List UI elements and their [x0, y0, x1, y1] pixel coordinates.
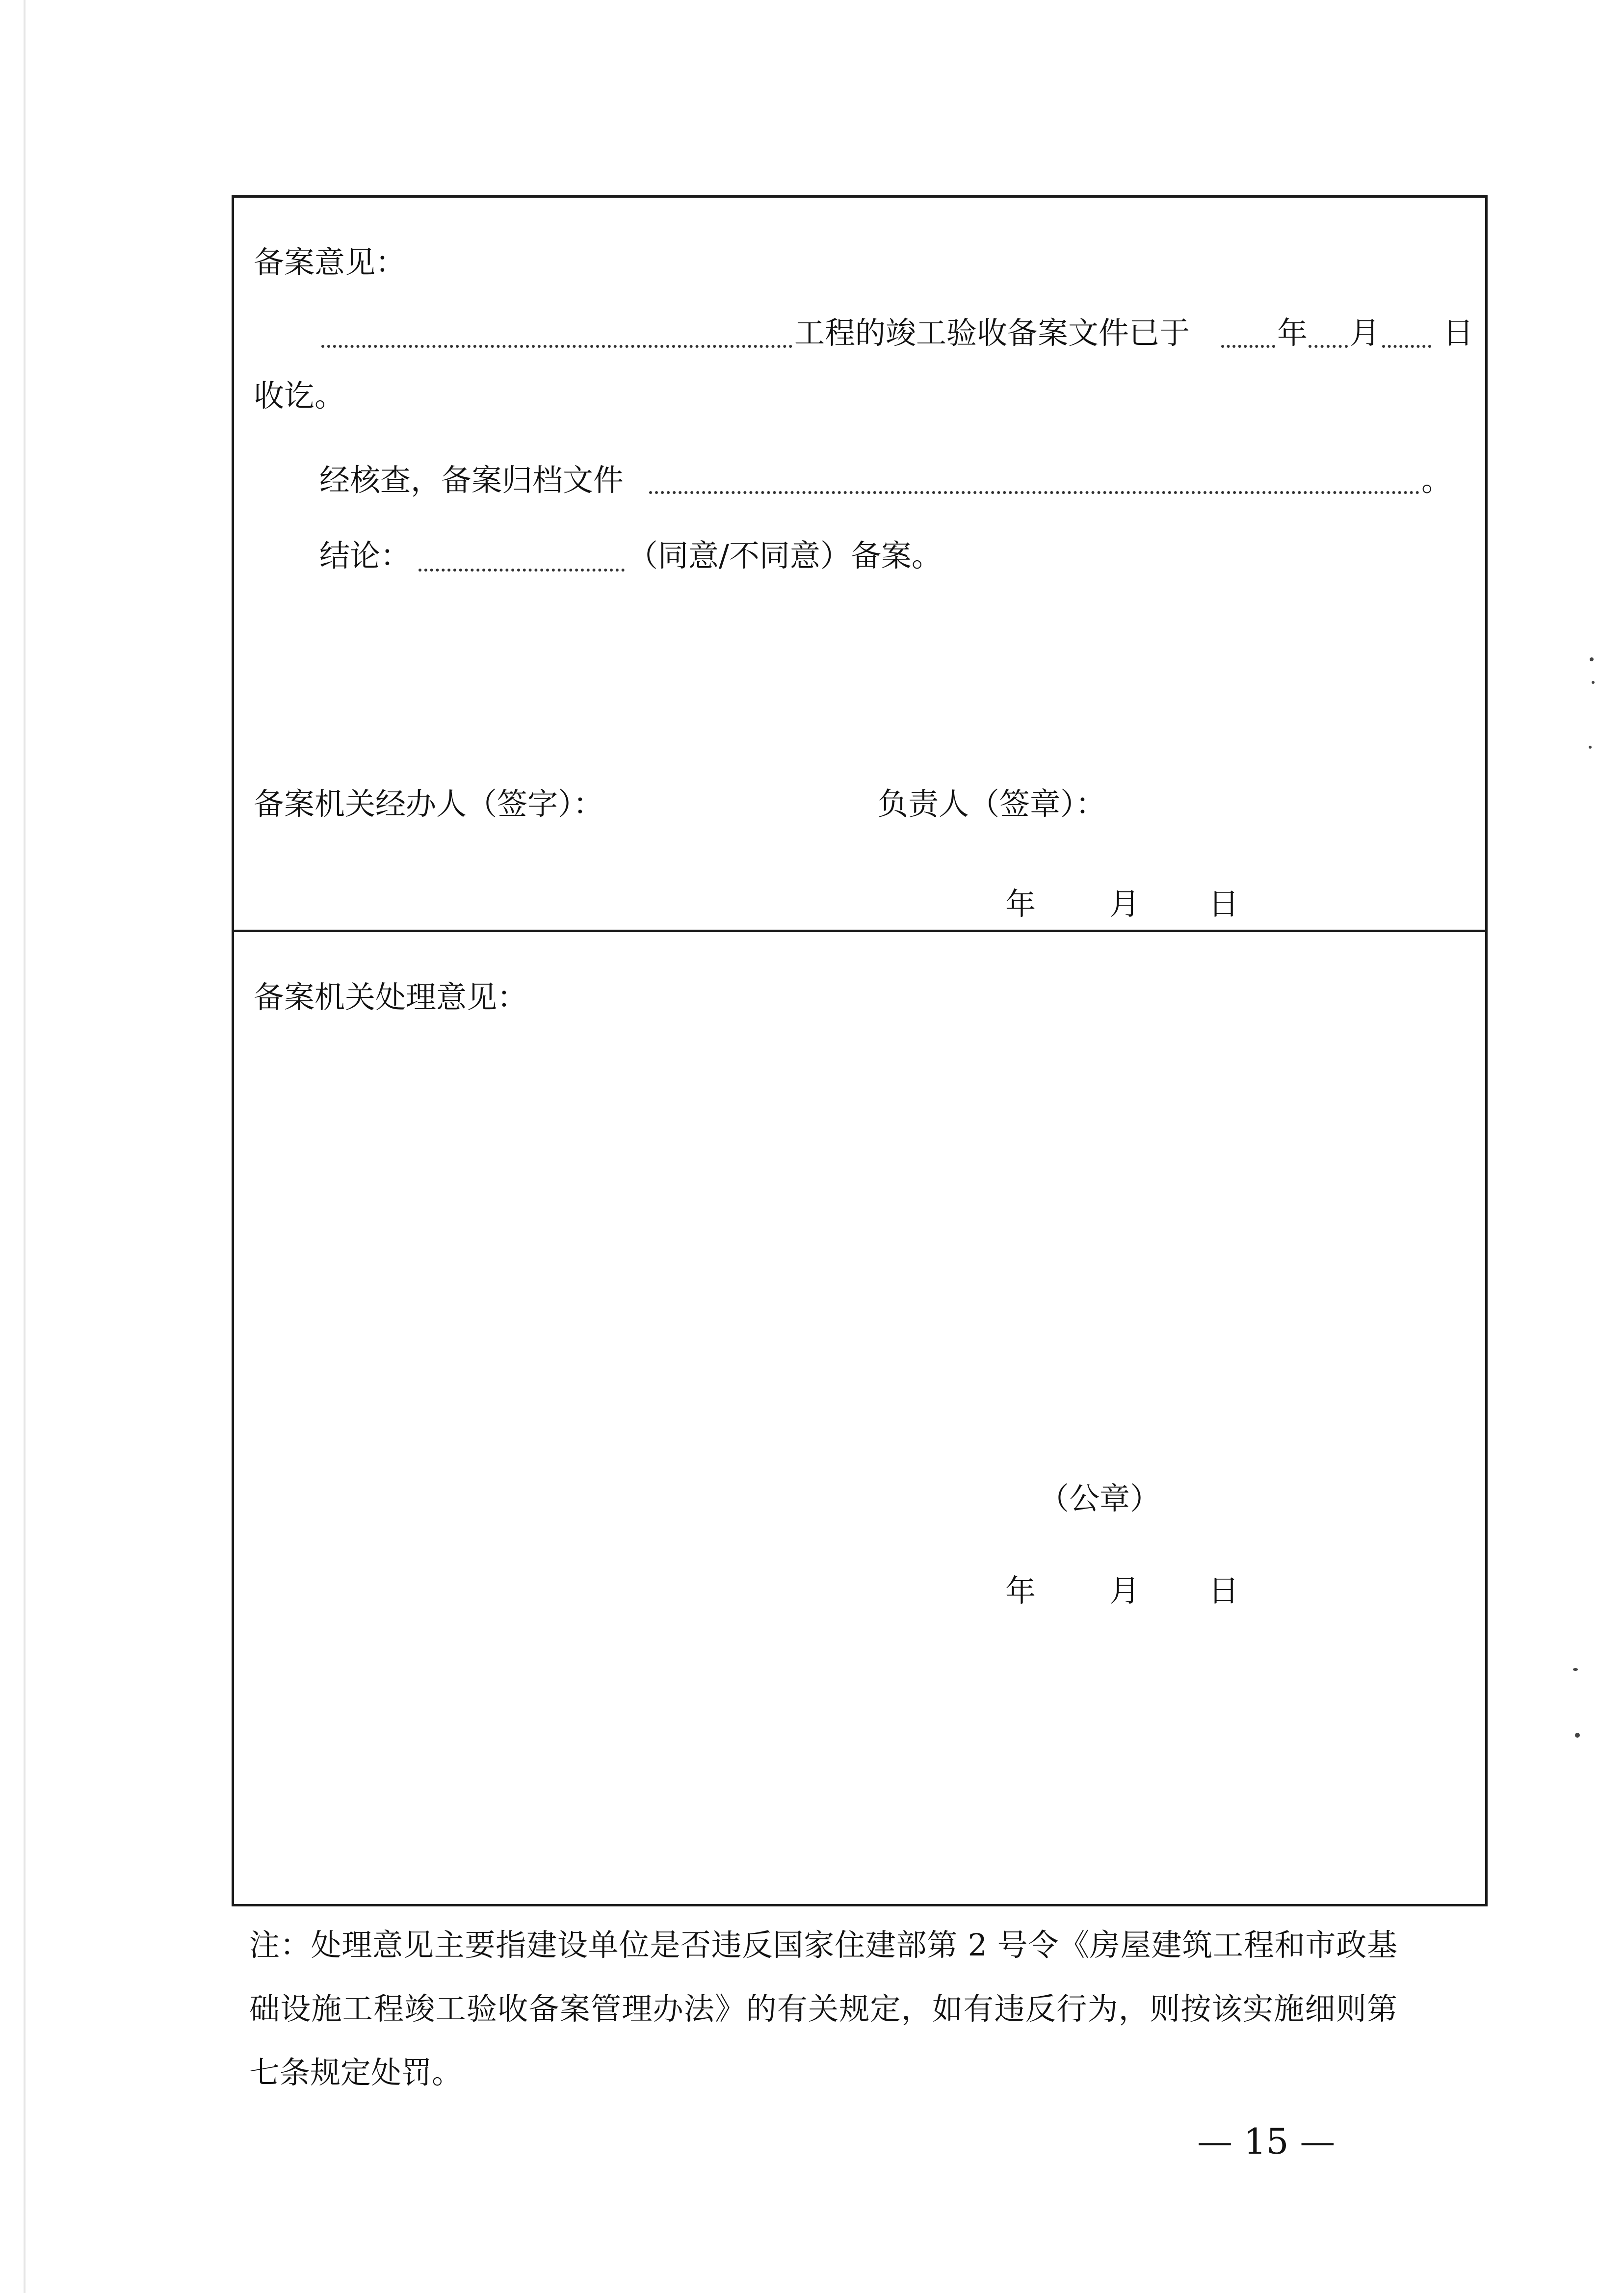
filing-date-year: 年: [1005, 886, 1036, 922]
month-label: 月: [1350, 315, 1381, 351]
filing-form: [232, 195, 1488, 1906]
day-label: 日: [1443, 315, 1474, 351]
scan-speck: [1592, 681, 1595, 684]
conclusion-prefix: 结论：: [319, 538, 411, 573]
year-label: 年: [1277, 315, 1308, 351]
processing-date-year: 年: [1005, 1573, 1036, 1609]
filing-date-day: 日: [1208, 886, 1239, 922]
leader-signature-label: 负责人（签章）：: [878, 786, 1106, 822]
project-name-blank[interactable]: [321, 345, 792, 348]
page-edge: [24, 0, 26, 2293]
scan-speck: [1575, 1733, 1580, 1738]
official-seal-label: （公章）: [1039, 1481, 1161, 1516]
day-blank[interactable]: [1382, 345, 1431, 348]
scan-speck: [1589, 746, 1592, 749]
page-number: — 15 —: [1197, 2121, 1336, 2162]
month-blank[interactable]: [1309, 345, 1348, 348]
check-prefix: 经核查，备案归档文件: [319, 462, 624, 498]
year-blank[interactable]: [1221, 345, 1275, 348]
received-text: 收讫。: [254, 378, 345, 414]
check-suffix: 。: [1421, 462, 1452, 498]
scan-speck: [1573, 1668, 1578, 1671]
archive-documents-blank[interactable]: [649, 491, 1419, 494]
processing-date-day: 日: [1208, 1573, 1239, 1609]
filing-date-month: 月: [1109, 886, 1140, 922]
scan-speck: [1590, 657, 1594, 661]
processing-date-month: 月: [1109, 1573, 1140, 1609]
handler-signature-label: 备案机关经办人（签字）：: [254, 786, 604, 822]
conclusion-blank[interactable]: [419, 569, 625, 572]
conclusion-suffix: （同意/不同意）备案。: [628, 538, 942, 573]
processing-heading: 备案机关处理意见：: [254, 979, 528, 1015]
filing-heading: 备案意见：: [254, 244, 406, 280]
section-divider: [234, 930, 1485, 932]
filing-line1-text: 工程的竣工验收备案文件已于: [794, 315, 1190, 351]
footnote: 注：处理意见主要指建设单位是否违反国家住建部第 2 号令《房屋建筑工程和市政基础设施工程竣工验收备案管理办法》的有关规定，如有违反行为，则按该实施细则第七条规定处罚。: [249, 1927, 1397, 2090]
